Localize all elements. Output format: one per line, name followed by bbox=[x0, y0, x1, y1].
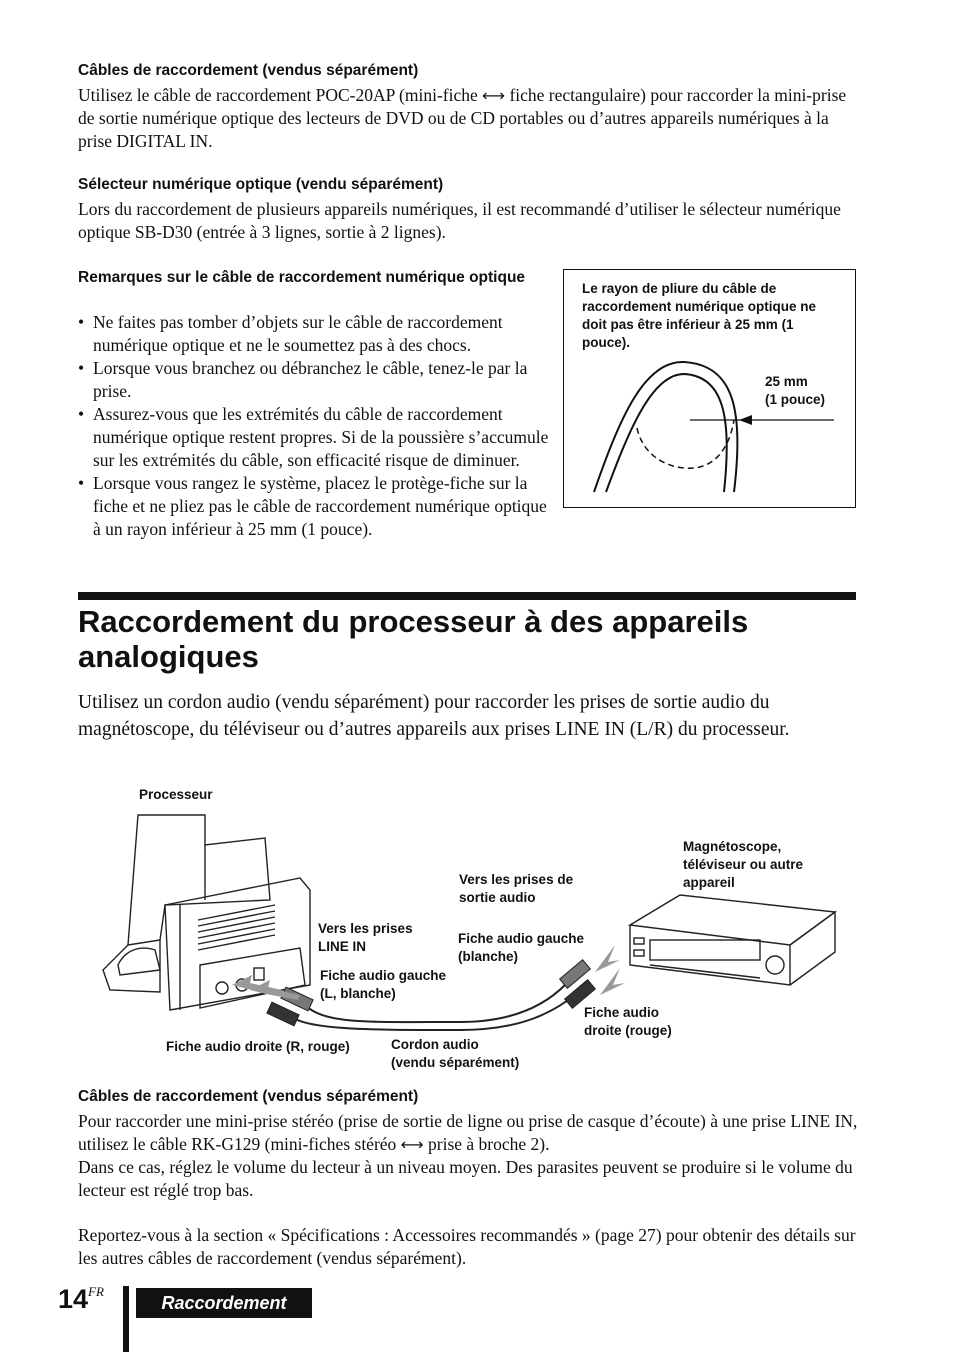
label-plug-right-R: Fiche audio droite (R, rouge) bbox=[166, 1039, 350, 1054]
list-item: • Ne faites pas tomber d’objets sur le câble de raccordement numérique optique et ne le soumettez pas à des chocs. bbox=[78, 311, 558, 357]
cables-heading-1: Câbles de raccordement (vendus séparément) bbox=[78, 62, 419, 79]
arrow-icon bbox=[600, 968, 625, 995]
label-plug-right-red: Fiche audio droite (rouge) bbox=[584, 1005, 672, 1038]
cables-paragraph-2: Pour raccorder une mini-prise stéréo (prise de sortie de ligne ou prise de casque d’écoute) à une prise LINE IN, utilisez le câble RK-G129 (mini-fiches stéréo ⟷ prise à broche 2). bbox=[78, 1111, 858, 1154]
footer-bar bbox=[123, 1286, 129, 1352]
label-device: Magnétoscope, téléviseur ou autre appareil bbox=[683, 839, 804, 890]
double-arrow-icon: ⟷ bbox=[400, 1135, 424, 1154]
list-item: • Lorsque vous branchez ou débranchez le câble, tenez-le par la prise. bbox=[78, 357, 558, 403]
bend-radius-note: Le rayon de pliure du câble de raccordement numérique optique ne doit pas être inférieur à 25 mm (1 pouce). bbox=[582, 281, 817, 350]
page-title: Raccordement du processeur à des appareils analogiques bbox=[78, 604, 749, 674]
processor-illustration bbox=[103, 815, 310, 1010]
selector-heading: Sélecteur numérique optique (vendu séparément) bbox=[78, 176, 444, 193]
section-tab: Raccordement bbox=[136, 1288, 312, 1318]
reference-paragraph: Reportez-vous à la section « Spécifications : Accessoires recommandés » (page 27) pour obtenir des détails sur les autres câbles de raccordement (vendus séparément). bbox=[78, 1225, 856, 1268]
page-number: $14^{FR}$ bbox=[58, 1284, 104, 1314]
list-item: • Lorsque vous rangez le système, placez le protège-fiche sur la fiche et ne pliez pas le câble de raccordement numérique optique à un rayon inférieur à 25 mm (1 pouce). bbox=[78, 472, 558, 541]
intro-paragraph: Utilisez un cordon audio (vendu séparément) pour raccorder les prises de sortie audio du magnétoscope, du téléviseur ou d’autres appareils aux prises LINE IN (L/R) du processeur. bbox=[78, 692, 790, 740]
list-item: • Assurez-vous que les extrémités du câble de raccordement numérique optique restent propres. Si de la poussière s’accumule sur les extrémités du câble, son efficacité risque de diminuer. bbox=[78, 403, 558, 472]
label-to-output: Vers les prises de sortie audio bbox=[459, 872, 574, 905]
arrow-icon bbox=[595, 945, 620, 972]
radius-label: 25 mm (1 pouce) bbox=[765, 374, 826, 407]
plug-right-red bbox=[267, 1002, 299, 1026]
volume-paragraph: Dans ce cas, réglez le volume du lecteur à un niveau moyen. Des parasites peuvent se produire si le volume du lecteur est réglé trop bas. bbox=[78, 1157, 853, 1200]
arrow-icon bbox=[232, 975, 282, 995]
device-illustration bbox=[630, 895, 835, 985]
label-processor: Processeur bbox=[139, 787, 213, 802]
selector-paragraph: Lors du raccordement de plusieurs appareils numériques, il est recommandé d’utiliser le sélecteur numérique optique SB-D30 (entrée à 3 lignes, sortie à 2 lignes). bbox=[78, 199, 841, 242]
label-cord: Cordon audio (vendu séparément) bbox=[391, 1037, 520, 1070]
label-plug-left-white: Fiche audio gauche (blanche) bbox=[458, 931, 585, 964]
cables-heading-2: Câbles de raccordement (vendus séparément) bbox=[78, 1088, 419, 1105]
label-plug-left-L: Fiche audio gauche (L, blanche) bbox=[320, 968, 447, 1001]
double-arrow-icon: ⟷ bbox=[482, 86, 506, 105]
notes-heading: Remarques sur le câble de raccordement numérique optique bbox=[78, 269, 526, 286]
cables-paragraph-1: Utilisez le câble de raccordement POC-20AP (mini-fiche ⟷ fiche rectangulaire) pour raccorder la mini-prise de sortie numérique optique des lecteurs de DVD ou de CD portables ou d’autres appareils numériques à la prise DIGITAL IN. bbox=[78, 85, 847, 151]
label-to-line-in: Vers les prises LINE IN bbox=[318, 921, 413, 954]
